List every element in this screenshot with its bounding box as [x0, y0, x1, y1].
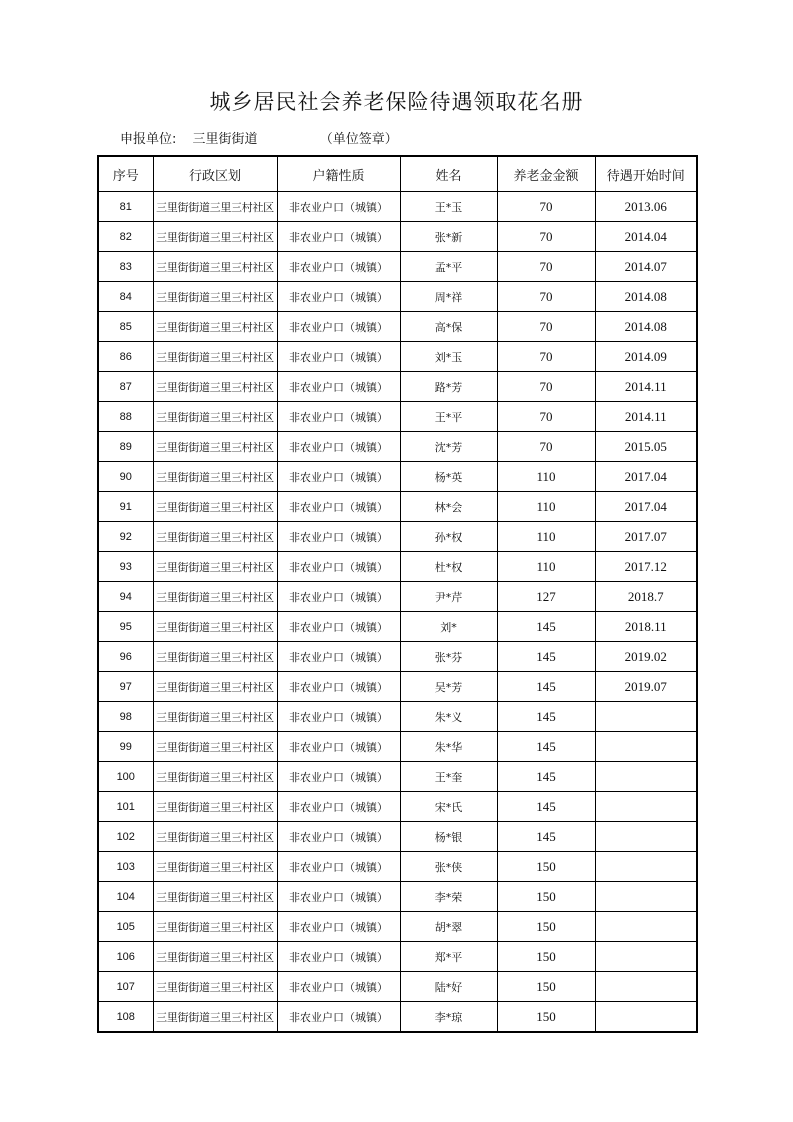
row-district: 三里街街道三里三村社区 — [153, 282, 277, 312]
row-seq: 96 — [98, 642, 153, 672]
row-seq: 107 — [98, 972, 153, 1002]
row-district: 三里街街道三里三村社区 — [153, 372, 277, 402]
row-district: 三里街街道三里三村社区 — [153, 582, 277, 612]
row-district: 三里街街道三里三村社区 — [153, 612, 277, 642]
row-seq: 94 — [98, 582, 153, 612]
row-seq: 87 — [98, 372, 153, 402]
row-district: 三里街街道三里三村社区 — [153, 792, 277, 822]
row-start-date — [595, 702, 697, 732]
row-amount: 145 — [497, 672, 595, 702]
table-row — [98, 342, 697, 372]
row-seq: 88 — [98, 402, 153, 432]
reporting-unit-label: 申报单位: — [120, 132, 177, 147]
row-seq: 98 — [98, 702, 153, 732]
row-seq: 99 — [98, 732, 153, 762]
row-seq: 100 — [98, 762, 153, 792]
row-start-date — [595, 732, 697, 762]
row-amount: 127 — [497, 582, 595, 612]
row-hukou: 非农业户口（城镇） — [277, 282, 400, 312]
row-start-date: 2018.11 — [595, 612, 697, 642]
row-hukou: 非农业户口（城镇） — [277, 1002, 400, 1033]
row-hukou: 非农业户口（城镇） — [277, 942, 400, 972]
row-hukou: 非农业户口（城镇） — [277, 972, 400, 1002]
row-seq: 84 — [98, 282, 153, 312]
row-start-date — [595, 792, 697, 822]
row-district: 三里街街道三里三村社区 — [153, 702, 277, 732]
table-row — [98, 702, 697, 732]
row-amount: 110 — [497, 552, 595, 582]
row-amount: 145 — [497, 612, 595, 642]
header-hukou: 户籍性质 — [277, 156, 400, 192]
row-name: 孟*平 — [400, 252, 497, 282]
row-district: 三里街街道三里三村社区 — [153, 642, 277, 672]
row-seq: 105 — [98, 912, 153, 942]
row-name: 尹*芹 — [400, 582, 497, 612]
table-row — [98, 762, 697, 792]
row-hukou: 非农业户口（城镇） — [277, 402, 400, 432]
unit-seal-note: （单位签章） — [319, 132, 398, 147]
table-row — [98, 942, 697, 972]
row-hukou: 非农业户口（城镇） — [277, 702, 400, 732]
row-name: 陆*好 — [400, 972, 497, 1002]
row-name: 孙*权 — [400, 522, 497, 552]
row-district: 三里街街道三里三村社区 — [153, 732, 277, 762]
reporting-unit-value: 三里街街道 — [192, 132, 258, 147]
row-amount: 145 — [497, 642, 595, 672]
table-row — [98, 222, 697, 252]
row-hukou: 非农业户口（城镇） — [277, 762, 400, 792]
row-hukou: 非农业户口（城镇） — [277, 252, 400, 282]
row-amount: 150 — [497, 912, 595, 942]
row-district: 三里街街道三里三村社区 — [153, 402, 277, 432]
row-amount: 145 — [497, 822, 595, 852]
row-district: 三里街街道三里三村社区 — [153, 822, 277, 852]
row-hukou: 非农业户口（城镇） — [277, 732, 400, 762]
row-district: 三里街街道三里三村社区 — [153, 192, 277, 222]
row-start-date: 2014.09 — [595, 342, 697, 372]
table-row — [98, 582, 697, 612]
row-name: 高*保 — [400, 312, 497, 342]
row-district: 三里街街道三里三村社区 — [153, 462, 277, 492]
row-amount: 110 — [497, 522, 595, 552]
row-amount: 150 — [497, 852, 595, 882]
row-start-date: 2014.11 — [595, 402, 697, 432]
table-row — [98, 462, 697, 492]
row-amount: 110 — [497, 492, 595, 522]
row-district: 三里街街道三里三村社区 — [153, 852, 277, 882]
row-name: 刘* — [400, 612, 497, 642]
table-row — [98, 432, 697, 462]
row-amount: 150 — [497, 882, 595, 912]
reporting-unit-line — [120, 128, 398, 147]
row-seq: 89 — [98, 432, 153, 462]
row-name: 宋*氏 — [400, 792, 497, 822]
row-district: 三里街街道三里三村社区 — [153, 882, 277, 912]
table-row — [98, 672, 697, 702]
row-name: 杜*权 — [400, 552, 497, 582]
row-seq: 103 — [98, 852, 153, 882]
row-name: 朱*华 — [400, 732, 497, 762]
row-district: 三里街街道三里三村社区 — [153, 342, 277, 372]
row-hukou: 非农业户口（城镇） — [277, 462, 400, 492]
row-name: 刘*玉 — [400, 342, 497, 372]
header-name: 姓名 — [400, 156, 497, 192]
row-district: 三里街街道三里三村社区 — [153, 552, 277, 582]
row-seq: 108 — [98, 1002, 153, 1033]
table-row — [98, 402, 697, 432]
row-seq: 85 — [98, 312, 153, 342]
row-seq: 104 — [98, 882, 153, 912]
row-start-date: 2014.11 — [595, 372, 697, 402]
table-row — [98, 852, 697, 882]
row-amount: 145 — [497, 702, 595, 732]
row-name: 王*玉 — [400, 192, 497, 222]
row-amount: 145 — [497, 762, 595, 792]
row-name: 郑*平 — [400, 942, 497, 972]
row-district: 三里街街道三里三村社区 — [153, 222, 277, 252]
header-district: 行政区划 — [153, 156, 277, 192]
row-amount: 70 — [497, 342, 595, 372]
row-hukou: 非农业户口（城镇） — [277, 432, 400, 462]
row-amount: 150 — [497, 1002, 595, 1033]
row-district: 三里街街道三里三村社区 — [153, 762, 277, 792]
row-district: 三里街街道三里三村社区 — [153, 912, 277, 942]
header-seq: 序号 — [98, 156, 153, 192]
table-body — [98, 192, 697, 1033]
row-district: 三里街街道三里三村社区 — [153, 672, 277, 702]
table-row — [98, 282, 697, 312]
row-name: 朱*义 — [400, 702, 497, 732]
row-amount: 70 — [497, 282, 595, 312]
row-hukou: 非农业户口（城镇） — [277, 852, 400, 882]
row-seq: 101 — [98, 792, 153, 822]
row-name: 王*平 — [400, 402, 497, 432]
row-start-date — [595, 912, 697, 942]
row-seq: 83 — [98, 252, 153, 282]
row-start-date — [595, 972, 697, 1002]
row-start-date: 2014.08 — [595, 282, 697, 312]
row-seq: 91 — [98, 492, 153, 522]
row-start-date — [595, 822, 697, 852]
row-district: 三里街街道三里三村社区 — [153, 492, 277, 522]
row-amount: 70 — [497, 192, 595, 222]
row-hukou: 非农业户口（城镇） — [277, 372, 400, 402]
row-start-date — [595, 942, 697, 972]
row-hukou: 非农业户口（城镇） — [277, 552, 400, 582]
table-row — [98, 972, 697, 1002]
table-row — [98, 252, 697, 282]
table-row — [98, 372, 697, 402]
row-hukou: 非农业户口（城镇） — [277, 642, 400, 672]
row-hukou: 非农业户口（城镇） — [277, 522, 400, 552]
row-amount: 145 — [497, 792, 595, 822]
row-start-date: 2017.07 — [595, 522, 697, 552]
row-hukou: 非农业户口（城镇） — [277, 672, 400, 702]
row-hukou: 非农业户口（城镇） — [277, 822, 400, 852]
row-start-date — [595, 852, 697, 882]
row-amount: 70 — [497, 312, 595, 342]
table-row — [98, 192, 697, 222]
row-seq: 93 — [98, 552, 153, 582]
document-title: 城乡居民社会养老保险待遇领取花名册 — [209, 90, 584, 114]
row-amount: 70 — [497, 402, 595, 432]
row-start-date: 2018.7 — [595, 582, 697, 612]
row-district: 三里街街道三里三村社区 — [153, 252, 277, 282]
pension-roster-table — [97, 155, 698, 1033]
row-amount: 70 — [497, 252, 595, 282]
row-name: 胡*翠 — [400, 912, 497, 942]
row-name: 张*芬 — [400, 642, 497, 672]
row-amount: 70 — [497, 372, 595, 402]
row-name: 王*奎 — [400, 762, 497, 792]
table-row — [98, 552, 697, 582]
row-start-date: 2017.04 — [595, 462, 697, 492]
row-district: 三里街街道三里三村社区 — [153, 432, 277, 462]
row-seq: 102 — [98, 822, 153, 852]
header-start-date: 待遇开始时间 — [595, 156, 697, 192]
row-start-date: 2014.04 — [595, 222, 697, 252]
row-name: 李*琼 — [400, 1002, 497, 1033]
row-hukou: 非农业户口（城镇） — [277, 312, 400, 342]
row-hukou: 非农业户口（城镇） — [277, 612, 400, 642]
table-row — [98, 882, 697, 912]
row-start-date: 2013.06 — [595, 192, 697, 222]
row-start-date: 2014.08 — [595, 312, 697, 342]
row-name: 林*会 — [400, 492, 497, 522]
row-district: 三里街街道三里三村社区 — [153, 1002, 277, 1033]
row-name: 张*新 — [400, 222, 497, 252]
table-row — [98, 492, 697, 522]
row-seq: 106 — [98, 942, 153, 972]
row-start-date: 2015.05 — [595, 432, 697, 462]
row-district: 三里街街道三里三村社区 — [153, 522, 277, 552]
row-seq: 97 — [98, 672, 153, 702]
row-hukou: 非农业户口（城镇） — [277, 792, 400, 822]
row-start-date: 2014.07 — [595, 252, 697, 282]
row-seq: 82 — [98, 222, 153, 252]
table-header-row — [98, 156, 697, 192]
table-row — [98, 822, 697, 852]
row-start-date: 2017.12 — [595, 552, 697, 582]
row-name: 杨*英 — [400, 462, 497, 492]
row-district: 三里街街道三里三村社区 — [153, 312, 277, 342]
row-seq: 81 — [98, 192, 153, 222]
row-seq: 95 — [98, 612, 153, 642]
row-name: 杨*银 — [400, 822, 497, 852]
row-amount: 110 — [497, 462, 595, 492]
row-start-date: 2017.04 — [595, 492, 697, 522]
row-start-date: 2019.02 — [595, 642, 697, 672]
header-amount: 养老金金额 — [497, 156, 595, 192]
row-start-date — [595, 882, 697, 912]
row-hukou: 非农业户口（城镇） — [277, 192, 400, 222]
row-hukou: 非农业户口（城镇） — [277, 912, 400, 942]
row-hukou: 非农业户口（城镇） — [277, 882, 400, 912]
row-district: 三里街街道三里三村社区 — [153, 972, 277, 1002]
row-hukou: 非农业户口（城镇） — [277, 582, 400, 612]
row-amount: 70 — [497, 222, 595, 252]
row-amount: 150 — [497, 972, 595, 1002]
table-row — [98, 642, 697, 672]
row-hukou: 非农业户口（城镇） — [277, 492, 400, 522]
row-district: 三里街街道三里三村社区 — [153, 942, 277, 972]
row-seq: 90 — [98, 462, 153, 492]
row-name: 路*芳 — [400, 372, 497, 402]
table-row — [98, 912, 697, 942]
row-name: 周*祥 — [400, 282, 497, 312]
row-name: 吴*芳 — [400, 672, 497, 702]
row-hukou: 非农业户口（城镇） — [277, 342, 400, 372]
row-name: 李*荣 — [400, 882, 497, 912]
row-amount: 145 — [497, 732, 595, 762]
table-row — [98, 1002, 697, 1033]
table-row — [98, 522, 697, 552]
row-start-date: 2019.07 — [595, 672, 697, 702]
row-start-date — [595, 762, 697, 792]
table-row — [98, 732, 697, 762]
row-name: 张*侠 — [400, 852, 497, 882]
row-seq: 86 — [98, 342, 153, 372]
table-row — [98, 312, 697, 342]
row-seq: 92 — [98, 522, 153, 552]
row-name: 沈*芳 — [400, 432, 497, 462]
row-start-date — [595, 1002, 697, 1033]
row-amount: 70 — [497, 432, 595, 462]
row-hukou: 非农业户口（城镇） — [277, 222, 400, 252]
table-row — [98, 612, 697, 642]
table-row — [98, 792, 697, 822]
row-amount: 150 — [497, 942, 595, 972]
